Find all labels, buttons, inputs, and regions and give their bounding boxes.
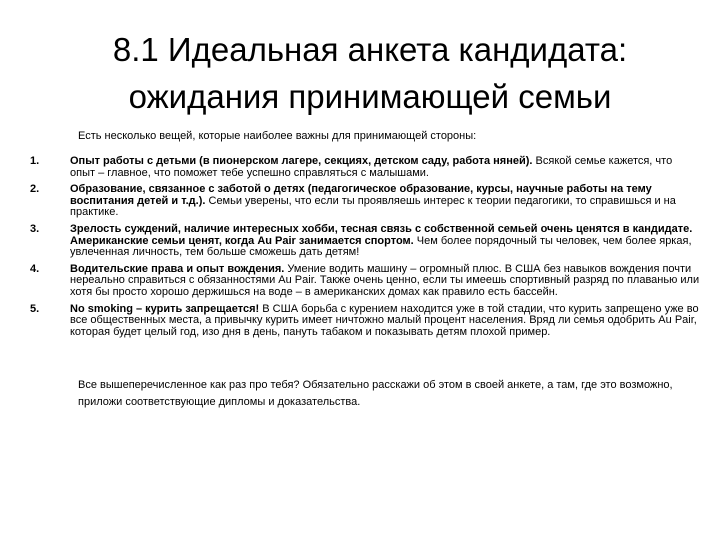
item-lead: No smoking – курить запрещается!: [70, 302, 260, 315]
item-number: 5.: [30, 302, 40, 315]
list-item: [30, 224, 700, 259]
requirements-list: [30, 156, 700, 343]
title-line-2: ожидания принимающей семьи: [128, 78, 612, 115]
item-lead: Образование, связанное с заботой о детях (педагогическое образование, курсы, научные работы на тему воспитания детей и т.д.).: [70, 183, 652, 207]
list-item: [30, 156, 700, 179]
item-text: Всякой семье кажется, что опыт – главное, что поможет тебе успешно справляться с малышами.: [70, 155, 673, 179]
list-item: [30, 184, 700, 219]
item-number: 2.: [30, 183, 40, 196]
closing-text: Все вышеперечисленное как раз про тебя? Обязательно расскажи об этом в своей анкете, а там, где это возможно, приложи соответствующие дипломы и доказательства.: [78, 379, 673, 408]
list-item: [30, 304, 700, 339]
item-text: Семьи уверены, что если ты проявляешь интерес к теории педагогики, то справишься и на практике.: [70, 194, 676, 219]
item-text: Чем более порядочный ты человек, чем более яркая, увлеченная личность, тем больше сможешь дать детям!: [70, 234, 692, 259]
item-lead: Зрелость суждений, наличие интересных хобби, тесная связь с собственной семьей очень ценятся в кандидате. Американские семьи ценят, когда Au Pair занимается спортом.: [70, 222, 693, 247]
item-lead: Водительские права и опыт вождения.: [70, 262, 285, 275]
title-line-1: 8.1 Идеальная анкета кандидата:: [112, 31, 628, 68]
slide-title: [40, 26, 700, 120]
item-number: 3.: [30, 222, 40, 235]
item-lead: Опыт работы с детьми (в пионерском лагере, секциях, детском саду, работа няней).: [70, 155, 533, 167]
item-number: 4.: [30, 262, 40, 275]
item-text: Умение водить машину – огромный плюс. В США без навыков вождения почти нереально справиться с обязанностями Au Pair. Также очень ценно, если ты имеешь спортивный разряд по плаванью или хотя бы просто хорошо держишься на воде – в американских домах как правило есть бассейн.: [70, 262, 700, 298]
list-item: [30, 264, 700, 299]
item-number: 1.: [30, 155, 40, 167]
intro-text: Есть несколько вещей, которые наиболее важны для принимающей стороны:: [78, 130, 477, 142]
item-text: В США борьба с курением находится уже в той стадии, что курить запрещено уже во все общественных места, а привычку курить имеет ничтожно малый процент населения. Вряд ли семья одобрить Au Pair, которая будет целый год, изо дня в день, пануть табаком и показывать детям плохой пример.: [70, 302, 699, 338]
